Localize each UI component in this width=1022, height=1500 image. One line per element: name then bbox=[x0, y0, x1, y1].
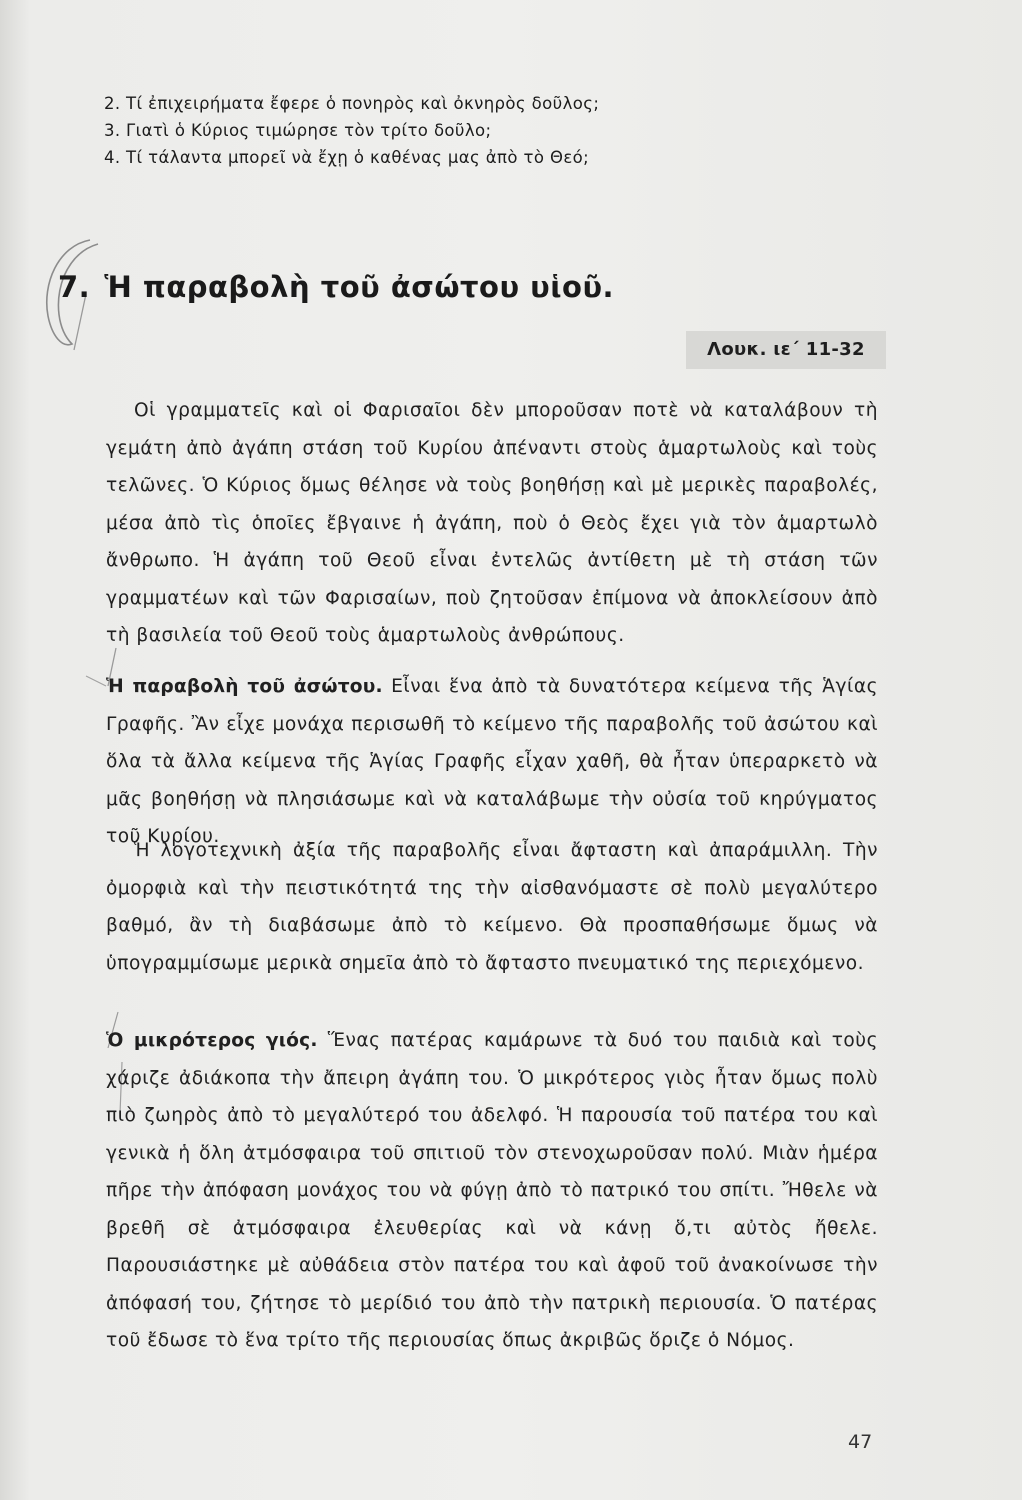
section-heading: Ὁ μικρότερος γιός. bbox=[106, 1030, 318, 1051]
younger-son-paragraph bbox=[106, 1022, 878, 1360]
paragraph-body: Ἕνας πατέρας καμάρωνε τὰ δυό του παιδιὰ καὶ τοὺς χάριζε ἀδιάκοπα τὴν ἄπειρη ἀγάπη του. Ὁ μικρότερος γιὸς ἦταν ὅμως πολὺ πιὸ ζωηρὸς ἀπὸ τὸ μεγαλύτερό του ἀδελφό. Ἡ παρουσία τοῦ πατέρα του καὶ γενικὰ ἡ ὅλη ἀτμόσφαιρα τοῦ σπιτιοῦ τὸν στενοχωροῦσαν πολύ. Μιὰν ἡμέρα πῆρε τὴν ἀπόφαση μονάχος του νὰ φύγῃ ἀπὸ τὸ πατρικό του σπίτι. Ἤθελε νὰ βρεθῆ σὲ ἀτμόσφαιρα ἐλευθερίας καὶ νὰ κάνῃ ὅ,τι αὐτὸς ἤθελε. Παρουσιάστηκε μὲ αὐθάδεια στὸν πατέρα του καὶ ἀφοῦ τοῦ ἀνακοίνωσε τὴν ἀπόφασή του, ζήτησε τὸ μερίδιό του ἀπὸ τὴν πατρικὴ περιουσία. Ὁ πατέρας τοῦ ἔδωσε τὸ ἕνα τρίτο τῆς περιουσίας ὅπως ἀκριβῶς ὅριζε ὁ Νόμος. bbox=[106, 1030, 878, 1351]
chapter-title bbox=[58, 270, 614, 304]
question-number: 4. bbox=[104, 148, 121, 167]
question-text: Γιατὶ ὁ Κύριος τιμώρησε τὸν τρίτο δοῦλο; bbox=[126, 121, 492, 140]
section-heading: Ἡ παραβολὴ τοῦ ἀσώτου. bbox=[106, 676, 383, 697]
question-number: 3. bbox=[104, 121, 121, 140]
review-questions-list bbox=[104, 90, 599, 171]
intro-paragraph: Οἱ γραμματεῖς καὶ οἱ Φαρισαῖοι δὲν μποροῦσαν ποτὲ νὰ καταλάβουν τὴ γεμάτη ἀπὸ ἀγάπη στάση τοῦ Κυρίου ἀπέναντι στοὺς ἁμαρτωλοὺς καὶ τοὺς τελῶνες. Ὁ Κύριος ὅμως θέλησε νὰ τοὺς βοηθήσῃ καὶ μὲ μερικὲς παραβολές, μέσα ἀπὸ τὶς ὁποῖες ἔβγαινε ἡ ἀγάπη, ποὺ ὁ Θεὸς ἔχει γιὰ τὸν ἁμαρτωλὸ ἄνθρωπο. Ἡ ἀγάπη τοῦ Θεοῦ εἶναι ἐντελῶς ἀντίθετη μὲ τὴ στάση τῶν γραμματέων καὶ τῶν Φαρισαίων, ποὺ ζητοῦσαν ἐπίμονα νὰ ἀποκλείσουν ἀπὸ τὴ βασιλεία τοῦ Θεοῦ τοὺς ἁμαρτωλοὺς ἀνθρώπους. bbox=[106, 400, 878, 646]
question-number: 2. bbox=[104, 94, 121, 113]
page-number: 47 bbox=[848, 1431, 873, 1453]
chapter-title-text: Ἡ παραβολὴ τοῦ ἀσώτου υἱοῦ. bbox=[104, 270, 615, 304]
question-item bbox=[104, 90, 599, 117]
question-item bbox=[104, 144, 599, 171]
question-item bbox=[104, 117, 599, 144]
parable-paragraph bbox=[106, 668, 878, 856]
scripture-reference: Λουκ. ιε΄ 11-32 bbox=[686, 331, 886, 369]
literary-paragraph: Ἡ λογοτεχνικὴ ἀξία τῆς παραβολῆς εἶναι ἄφταστη καὶ ἀπαράμιλλη. Τὴν ὀμορφιὰ καὶ τὴν πειστικότητά της τὴν αἰσθανόμαστε σὲ πολὺ μεγαλύτερο βαθμό, ἂν τὴ διαβάσωμε ἀπὸ τὸ κείμενο. Θὰ προσπαθήσωμε ὅμως νὰ ὑπογραμμίσωμε μερικὰ σημεῖα ἀπὸ τὸ ἄφταστο πνευματικό της περιεχόμενο. bbox=[106, 840, 878, 974]
question-text: Τί τάλαντα μπορεῖ νὰ ἔχῃ ὁ καθένας μας ἀπὸ τὸ Θεό; bbox=[126, 148, 590, 167]
chapter-number: 7. bbox=[58, 270, 91, 304]
question-text: Τί ἐπιχειρήματα ἔφερε ὁ πονηρὸς καὶ ὀκνηρὸς δοῦλος; bbox=[126, 94, 600, 113]
paragraph-body: Εἶναι ἕνα ἀπὸ τὰ δυνατότερα κείμενα τῆς Ἁγίας Γραφῆς. Ἂν εἶχε μονάχα περισωθῆ τὸ κείμενο τῆς παραβολῆς τοῦ ἀσώτου καὶ ὅλα τὰ ἄλλα κείμενα τῆς Ἁγίας Γραφῆς εἶχαν χαθῆ, θὰ ἦταν ὑπεραρκετὸ νὰ μᾶς βοηθήσῃ νὰ πλησιάσωμε καὶ νὰ καταλάβωμε τὴν οὐσία τοῦ κηρύγματος τοῦ Κυρίου. bbox=[106, 676, 878, 847]
